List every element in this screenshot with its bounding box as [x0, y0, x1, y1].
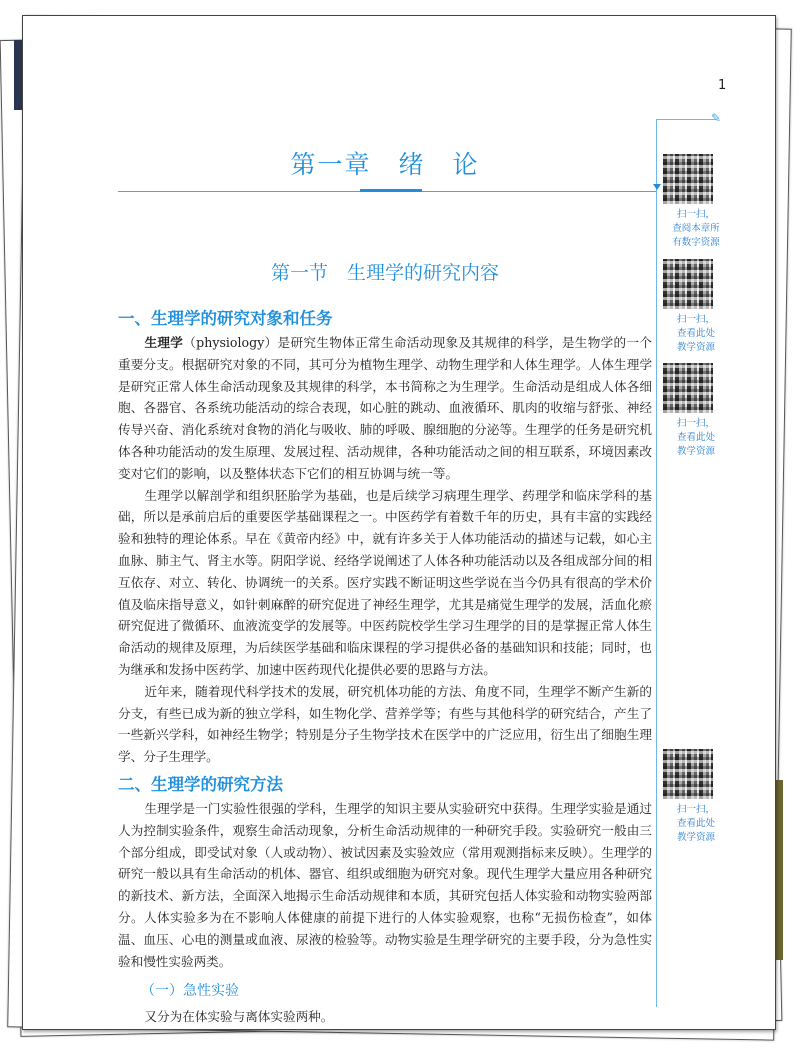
qr-caption-line: 教学资源: [676, 832, 715, 843]
qr-caption-3: [661, 417, 731, 459]
heading-acute-experiment: （一）急性实验: [141, 983, 239, 1000]
pencil-icon: ✎: [711, 111, 722, 125]
main-text-column: [118, 148, 652, 1058]
qr-caption-line: 扫一扫，: [676, 314, 715, 325]
document-page: [22, 15, 776, 1030]
paragraph-3: 近年来，随着现代科学技术的发展，研究机体功能的方法、角度不同，生理学不断产生新的分支，有些已成为新的独立学科，如生物化学、营养学等；有些与其他科学的研究结合，产生了一些新兴学科，如神经生物学；特别是分子生物学技术在医学中的广泛应用，衍生出了细胞生理学、分子生理学。: [118, 683, 652, 765]
qr-code[interactable]: [663, 154, 713, 204]
qr-caption-line: 扫一扫，: [676, 418, 715, 429]
paragraph-5: 又分为在体实验与离体实验两种。: [144, 1009, 334, 1025]
qr-caption-line: 教学资源: [676, 446, 715, 457]
heading-research-methods: 二、生理学的研究方法: [118, 774, 283, 794]
page-number: 1: [718, 78, 727, 93]
chapter-title: 第一章 绪 论: [290, 150, 480, 179]
qr-caption-line: 查看此处: [676, 328, 715, 339]
qr-caption-line: 查阅本章所: [672, 223, 720, 234]
qr-code[interactable]: [663, 259, 713, 309]
paragraph-2: 生理学以解剖学和组织胚胎学为基础，也是后续学习病理生理学、药理学和临床学科的基础，所以是承前启后的重要医学基础课程之一。中医药学有着数千年的历史，具有丰富的实践经验和独特的理论体系。早在《黄帝内经》中，就有许多关于人体功能活动的描述与记载，如心主血脉、肺主气、肾主水等。阴阳学说、经络学说阐述了人体各种功能活动以及各组成部分间的相互依存、对立、转化、协调统一的关系。医疗实践不断证明这些学说在当今仍具有很高的学术价值及临床指导意义，如针刺麻醉的研究促进了神经生理学，尤其是痛觉生理学的发展，活血化瘀研究促进了微循环、血液流变学的发展等。中医药院校学生学习生理学的目的是掌握正常人体生命活动的规律及原理，为后续医学基础和临床课程的学习提供必备的基础知识和技能；同时，也为继承和发扬中医药学、加速中医药现代化提供必要的思路与方法。: [118, 487, 652, 677]
paragraph-1-text: （physiology）是研究生物体正常生命活动现象及其规律的科学，是生物学的一个重要分支。根据研究对象的不同，其可分为植物生理学、动物生理学和人体生理学。人体生理学是研究正常人体生命活动现象及其规律的科学，本书简称之为生理学。生命活动是组成人体各细胞、各器官、各系统功能活动的综合表现，如心脏的跳动、血液循环、肌肉的收缩与舒张、神经传导兴奋、消化系统对食物的消化与吸收、肺的呼吸、腺细胞的分泌等。生理学的任务是研究机体各种功能活动的发生原理、发展过程、活动规律，各种功能活动之间的相互联系，环境因素改变对它们的影响，以及整体状态下它们的相互协调与统一等。: [118, 335, 653, 481]
sidebar-rule: [656, 119, 657, 1007]
qr-caption-line: 查看此处: [676, 432, 715, 443]
qr-code[interactable]: [663, 363, 713, 413]
qr-caption-line: 有数字资源: [672, 237, 720, 248]
qr-caption-2: [661, 313, 731, 355]
term-physiology: 生理学: [144, 335, 184, 350]
sidebar-top-rule: [656, 119, 716, 120]
qr-caption-line: 扫一扫，: [676, 209, 715, 220]
heading-research-object: 一、生理学的研究对象和任务: [118, 309, 333, 328]
paragraph-1: [118, 332, 652, 485]
qr-caption-line: 查看此处: [676, 818, 715, 829]
paragraph-4: 生理学是一门实验性很强的学科，生理学的知识主要从实验研究中获得。生理学实验是通过人为控制实验条件，观察生命活动现象，分析生命活动规律的一种研究手段。实验研究一般由三个部分组成，即受试对象（人或动物）、被试因素及实验效应（常用观测指标来反映）。生理学的研究一般以具有生命活动的机体、器官、组织或细胞为研究对象。现代生理学大量应用各种研究的新技术、新方法，全面深入地揭示生命活动规律和本质，其研究包括人体实验和动物实验两部分。人体实验多为在不影响人体健康的前提下进行的人体实验观察，也称“无损伤检查”，如体温、血压、心电的测量或血液、尿液的检验等。动物实验是生理学研究的主要手段，分为急性实验和慢性实验两类。: [118, 800, 652, 969]
qr-caption-line: 扫一扫，: [676, 804, 715, 815]
back-sheet-edge: [775, 780, 783, 960]
section-title: 第一节 生理学的研究内容: [270, 262, 499, 284]
qr-code[interactable]: [663, 749, 713, 799]
qr-caption-1: [661, 208, 731, 250]
back-sheet-edge: [14, 40, 22, 110]
arrow-marker-icon: [653, 184, 661, 190]
qr-caption-line: 教学资源: [676, 342, 715, 353]
qr-caption-4: [661, 803, 731, 845]
